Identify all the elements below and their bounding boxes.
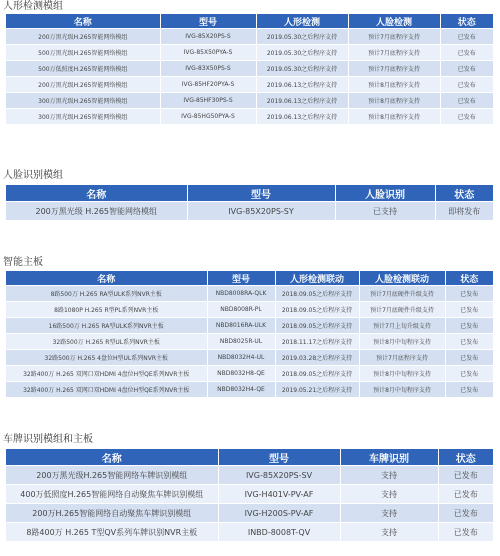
header-status: 状态	[440, 14, 493, 29]
cell-status: 已发布	[445, 366, 493, 382]
cell-model: NBD8008RA-QLK	[207, 286, 275, 302]
cell-name: 200万黑光级 H.265智能网络模组	[6, 202, 187, 221]
cell-name: 8路1080P H.265 R型PL系列NVR主板	[6, 302, 207, 318]
cell-model: NBD8025R-UL	[207, 334, 275, 350]
cell-face-detect-link: 预计8月中旬程序支持	[359, 334, 445, 350]
cell-model: IVG-85X20PS-SY	[187, 202, 335, 221]
table-row	[6, 109, 493, 125]
cell-name: 200万H.265智能网络自动聚焦车牌识别模组	[6, 504, 218, 523]
table-row	[6, 504, 493, 523]
cell-name: 200万黑光级H.265智能网络车牌识别模组	[6, 466, 218, 485]
cell-status: 已发布	[440, 29, 493, 45]
cell-name: 200万黑光级H.265智能网络模组	[6, 29, 160, 45]
human-detection-table	[6, 14, 493, 124]
table-header-row	[6, 14, 493, 29]
cell-face-detect-link: 预计8月中旬程序支持	[359, 382, 445, 398]
cell-model: IVG-H200S-PV-AF	[218, 504, 340, 523]
cell-name: 300万黑光级H.265智能网络模组	[6, 109, 160, 125]
section-plate-recognition	[0, 432, 500, 556]
cell-status: 已发布	[438, 523, 493, 542]
header-face-detect-link: 人脸检测联动	[359, 271, 445, 286]
cell-face-detect: 预计7月底程序支持	[348, 45, 440, 61]
cell-model: NBD8016RA-ULK	[207, 318, 275, 334]
cell-model: INBD-8008T-QV	[218, 523, 340, 542]
header-face-detect: 人脸检测	[348, 14, 440, 29]
cell-name: 32路500万 H.265 4盘位H型UL系列NVR主板	[6, 350, 207, 366]
header-name: 名称	[6, 185, 187, 202]
table-row	[6, 286, 493, 302]
cell-model: IVG-85HF20PYA-S	[160, 77, 256, 93]
cell-face-detect: 预计8月底程序支持	[348, 93, 440, 109]
header-human-detect-link: 人形检测联动	[275, 271, 359, 286]
header-model: 型号	[187, 185, 335, 202]
header-status: 状态	[435, 185, 493, 202]
header-model: 型号	[160, 14, 256, 29]
cell-human-detect-link: 2019.05.21之后程序支持	[275, 382, 359, 398]
cell-human-detect: 2019.05.30之后程序支持	[256, 45, 348, 61]
section-smart-board	[0, 255, 500, 415]
cell-name: 500万黑光级H.265智能网络模组	[6, 45, 160, 61]
cell-model: IVG-85X20PS-SV	[218, 466, 340, 485]
cell-human-detect: 2019.06.13之后程序支持	[256, 77, 348, 93]
cell-human-detect-link: 2018.11.17之后程序支持	[275, 334, 359, 350]
header-status: 状态	[445, 271, 493, 286]
cell-face-detect-link: 预计7月底硬件升级支持	[359, 302, 445, 318]
cell-plate-recognition: 支持	[340, 523, 438, 542]
cell-human-detect-link: 2018.09.05之后程序支持	[275, 366, 359, 382]
table-row	[6, 485, 493, 504]
section-title: 人脸识别模组	[3, 170, 63, 181]
cell-status: 已发布	[438, 485, 493, 504]
cell-status: 已发布	[440, 93, 493, 109]
cell-human-detect: 2019.06.13之后程序支持	[256, 93, 348, 109]
table-header-row	[6, 449, 493, 466]
cell-model: IVG-83X50PS-S	[160, 61, 256, 77]
cell-model: IVG-85X20PS-S	[160, 29, 256, 45]
cell-name: 32路500万 H.265 R型UL系列NVR主板	[6, 334, 207, 350]
face-recognition-table	[6, 185, 493, 220]
cell-plate-recognition: 支持	[340, 466, 438, 485]
header-plate-recognition: 车牌识别	[340, 449, 438, 466]
table-row	[6, 77, 493, 93]
cell-face-detect-link: 预计7月上旬升级支持	[359, 318, 445, 334]
cell-face-detect-link: 预计8月中旬程序支持	[359, 366, 445, 382]
cell-status: 即将发布	[435, 202, 493, 221]
cell-face-detect-link: 预计7月底程序支持	[359, 350, 445, 366]
table-header-row	[6, 271, 493, 286]
table-row	[6, 302, 493, 318]
table-row	[6, 523, 493, 542]
cell-human-detect-link: 2019.03.28之后程序支持	[275, 350, 359, 366]
cell-name: 32路400万 H.265 双网口双HDMI 4盘位H型QE系列NVR主板	[6, 366, 207, 382]
cell-human-detect-link: 2018.09.05之后程序支持	[275, 318, 359, 334]
table-row	[6, 93, 493, 109]
cell-status: 已发布	[438, 504, 493, 523]
section-title: 车牌识别模组和主板	[3, 434, 93, 445]
cell-name: 16路500万 H.265 RA型ULK系列NVR主板	[6, 318, 207, 334]
smart-board-table	[6, 271, 493, 397]
table-row	[6, 61, 493, 77]
cell-name: 400万低照度H.265智能网络自动聚焦车牌识别模组	[6, 485, 218, 504]
cell-model: IVG-85HG50PYA-S	[160, 109, 256, 125]
cell-face-detect: 预计8月底程序支持	[348, 109, 440, 125]
cell-model: IVG-85HF30PS-S	[160, 93, 256, 109]
header-human-detect: 人形检测	[256, 14, 348, 29]
header-status: 状态	[438, 449, 493, 466]
cell-status: 已发布	[440, 109, 493, 125]
cell-plate-recognition: 支持	[340, 485, 438, 504]
section-face-recognition	[0, 168, 500, 228]
cell-human-detect: 2019.06.13之后程序支持	[256, 109, 348, 125]
cell-status: 已发布	[440, 77, 493, 93]
cell-model: NBD8032H4-QE	[207, 382, 275, 398]
header-model: 型号	[218, 449, 340, 466]
cell-name: 32路400万 H.265 双网口双HDMI 4盘位H型QE系列NVR主板	[6, 382, 207, 398]
plate-recognition-table	[6, 449, 493, 541]
cell-status: 已发布	[445, 286, 493, 302]
cell-status: 已发布	[445, 382, 493, 398]
cell-name: 500万低照度H.265智能网络模组	[6, 61, 160, 77]
table-row	[6, 318, 493, 334]
table-row	[6, 334, 493, 350]
cell-human-detect: 2019.05.30之后程序支持	[256, 61, 348, 77]
cell-name: 8路400万 H.265 T型QV系列车牌识别NVR主板	[6, 523, 218, 542]
table-row	[6, 366, 493, 382]
cell-face-detect: 预计7月底程序支持	[348, 29, 440, 45]
header-name: 名称	[6, 449, 218, 466]
section-title: 人形检测模组	[3, 1, 63, 12]
table-row	[6, 382, 493, 398]
table-row	[6, 466, 493, 485]
cell-model: IVG-85X50PYA-S	[160, 45, 256, 61]
table-row	[6, 45, 493, 61]
section-human-detection	[0, 0, 500, 120]
cell-status: 已发布	[445, 334, 493, 350]
cell-model: NBD8032H8-QE	[207, 366, 275, 382]
cell-status: 已发布	[445, 350, 493, 366]
section-title: 智能主板	[3, 257, 43, 268]
cell-status: 已发布	[440, 61, 493, 77]
cell-status: 已发布	[445, 318, 493, 334]
cell-face-detect: 预计8月底程序支持	[348, 77, 440, 93]
table-row	[6, 202, 493, 221]
cell-status: 已发布	[438, 466, 493, 485]
cell-human-detect-link: 2018.09.05之后程序支持	[275, 302, 359, 318]
table-row	[6, 350, 493, 366]
cell-face-detect: 预计7月底程序支持	[348, 61, 440, 77]
cell-plate-recognition: 支持	[340, 504, 438, 523]
cell-model: NBD8008R-PL	[207, 302, 275, 318]
cell-model: IVG-H401V-PV-AF	[218, 485, 340, 504]
cell-face-detect-link: 预计7月底硬件升级支持	[359, 286, 445, 302]
cell-status: 已发布	[440, 45, 493, 61]
cell-model: NBD8032H4-UL	[207, 350, 275, 366]
header-model: 型号	[207, 271, 275, 286]
cell-name: 200万黑光级H.265智能网络模组	[6, 77, 160, 93]
cell-face-recognition: 已支持	[335, 202, 435, 221]
table-row	[6, 29, 493, 45]
cell-name: 8路500万 H.265 RA型ULK系列NVR主板	[6, 286, 207, 302]
cell-name: 300万黑光级H.265智能网络模组	[6, 93, 160, 109]
cell-human-detect: 2019.05.30之后程序支持	[256, 29, 348, 45]
cell-human-detect-link: 2018.09.05之后程序支持	[275, 286, 359, 302]
header-name: 名称	[6, 271, 207, 286]
cell-status: 已发布	[445, 302, 493, 318]
header-name: 名称	[6, 14, 160, 29]
header-face-recognition: 人脸识别	[335, 185, 435, 202]
table-header-row	[6, 185, 493, 202]
